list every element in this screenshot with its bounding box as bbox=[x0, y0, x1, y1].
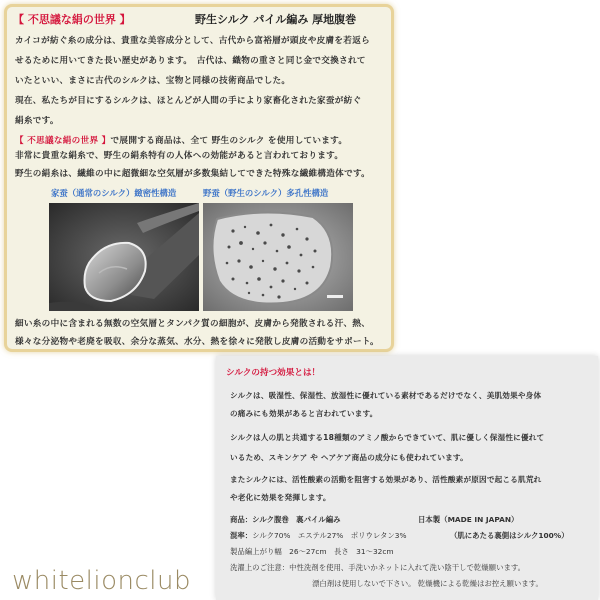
text-line: 非常に貴重な絹糸で、野生の絹糸特有の人体への効能があると言われております。 bbox=[15, 151, 344, 161]
text-line: 現在、私たちが目にするシルクは、ほとんどが人間の手により家畜化された家蚕が紡ぐ bbox=[15, 96, 362, 106]
product-title: 野生シルク パイル編み 厚地腹巻 bbox=[195, 13, 357, 26]
text-line: カイコが紡ぐ糸の成分は、貴重な美容成分として、古代から富裕層が頭皮や皮膚を若返ら bbox=[15, 36, 370, 46]
spec-size: 製品編上がり幅 26～27cm 長さ 31～32cm bbox=[230, 547, 394, 556]
text-line: 細い糸の中に含まれる無数の空気層とタンパク質の細胞が、皮膚から発散される汗、熱、 bbox=[15, 319, 371, 329]
spec-blend bbox=[230, 530, 592, 541]
text-line: の痛みにも効果があると言われています。 bbox=[230, 409, 378, 418]
spec-care: 洗濯上のご注意：中性洗剤を使用、手洗いかネットに入れて洗い陰干しで乾燥願います。 bbox=[230, 563, 526, 572]
brand-inline: 【 不思議な絹の世界 】 bbox=[15, 136, 111, 146]
text-line: 野生の絹糸は、繊維の中に超微細な空気層が多数集結してできた特殊な繊維構造体です。 bbox=[15, 169, 371, 179]
text-line: シルクは、吸湿性、保湿性、放湿性に優れている素材であるだけでなく、美肌効果や身体 bbox=[230, 391, 542, 400]
silk-text-2 bbox=[15, 147, 391, 183]
text-line: いるため、スキンケア や ヘアケア商品の成分にも使われています。 bbox=[230, 453, 468, 462]
info-panel-bottom bbox=[216, 356, 598, 600]
spec-origin: 日本製（MADE IN JAPAN） bbox=[418, 515, 519, 524]
text-line: 様々な分泌物や老廃を吸収、余分な蒸気、水分、熱を徐々に発散し皮膚の活動をサポート。 bbox=[15, 337, 379, 347]
spec-care-2: 漂白剤は使用しないで下さい。 乾燥機による乾燥はお控え願います。 bbox=[312, 579, 543, 588]
summary-text bbox=[15, 315, 391, 351]
caption-domestic-silk: 家蚕（通常のシルク）緻密性構造 bbox=[51, 188, 177, 198]
spec-product bbox=[230, 514, 592, 525]
spec-product-name: 商品：シルク腹巻 裏パイル編み bbox=[230, 515, 341, 524]
caption-wild-silk: 野蚕（野生のシルク）多孔性構造 bbox=[203, 188, 329, 198]
spec-blend-note: （肌にあたる裏側はシルク100%） bbox=[450, 531, 569, 540]
watermark-logo: whitelionclub bbox=[12, 566, 191, 596]
micrograph-wild-silk bbox=[203, 203, 353, 311]
brand-label: 【 不思議な絹の世界 】 bbox=[13, 13, 131, 26]
micrograph-domestic-silk bbox=[49, 203, 199, 311]
intro-text bbox=[15, 31, 391, 131]
text-line: またシルクには、活性酸素の活動を阻害する効果があり、活性酸素が原因で起こる肌荒れ bbox=[230, 475, 542, 484]
panel-header bbox=[13, 11, 385, 29]
text-line: シルクは人の肌と共通する18種類のアミノ酸からできていて、肌に優しく保湿性に優れて bbox=[230, 433, 545, 442]
info-panel-top bbox=[4, 4, 394, 352]
text-line: 絹糸です。 bbox=[15, 116, 59, 126]
spec-blend-value: シルク70% エステル27% ポリウレタン3% bbox=[252, 531, 407, 540]
brand-line-text: で展開する商品は、全て 野生のシルク を使用しています。 bbox=[110, 136, 348, 146]
spec-blend-label: 混率： bbox=[230, 531, 253, 540]
text-line: いたといい、まさに古代のシルクは、宝物と同様の技術商品でした。 bbox=[15, 76, 291, 86]
text-line: や老化に効果を発揮します。 bbox=[230, 493, 331, 502]
text-line: せるために用いてきた長い歴史があります。 古代は、織物の重さと同じ金で交換されて bbox=[15, 56, 366, 66]
effects-title: シルクの持つ効果とは！ bbox=[226, 368, 321, 378]
